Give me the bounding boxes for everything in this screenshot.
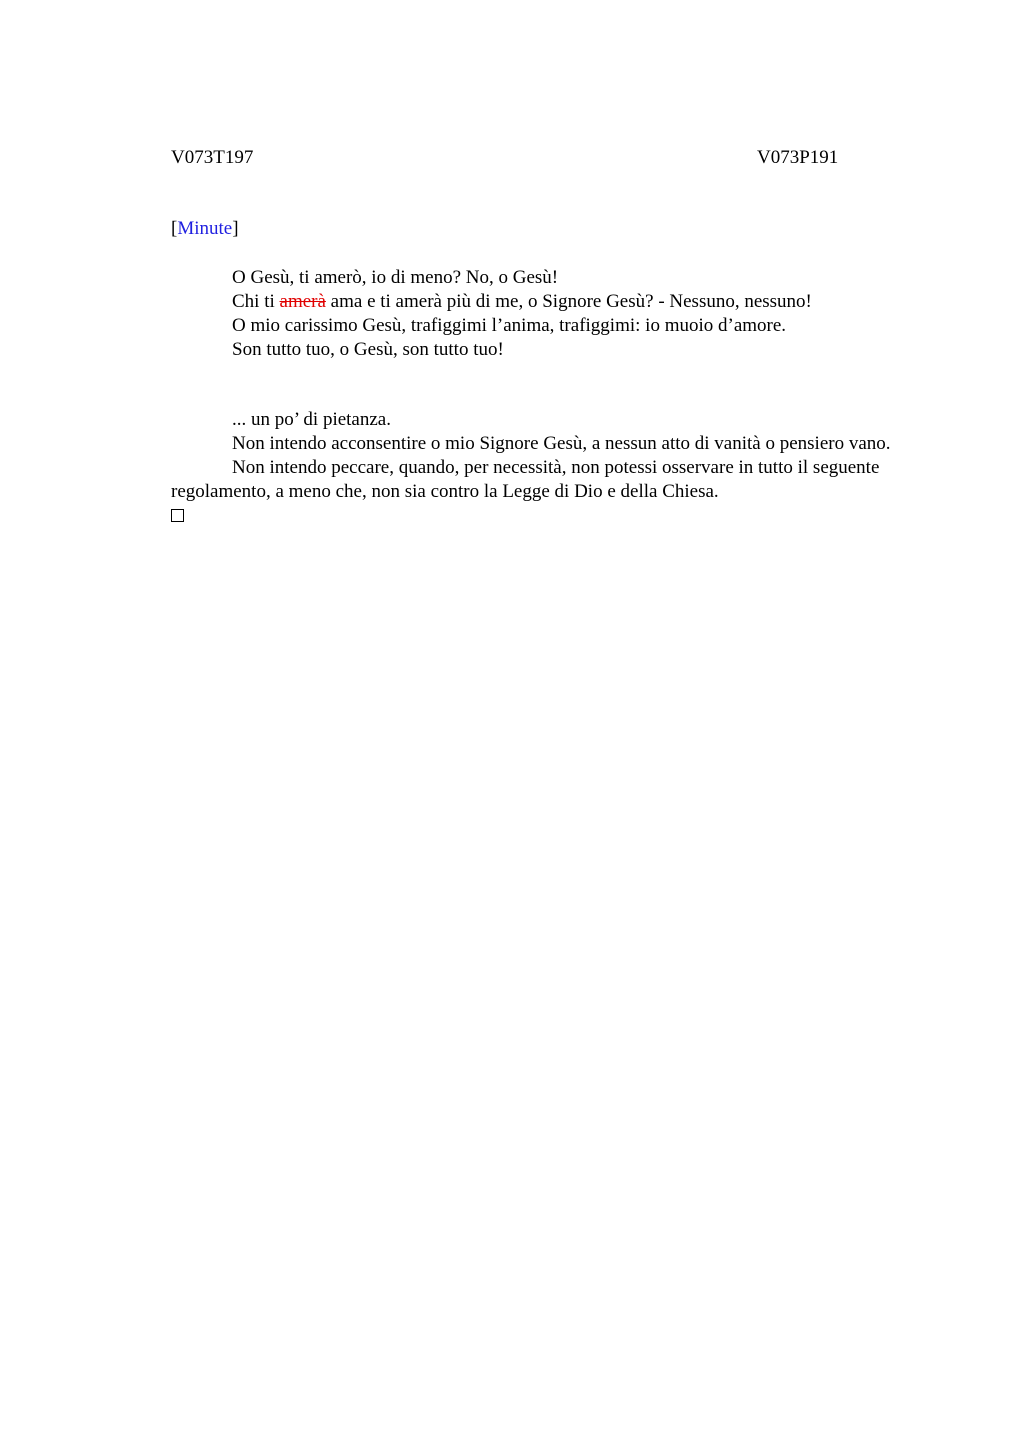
document-body xyxy=(171,266,906,522)
stanza-line-4: Son tutto tuo, o Gesù, son tutto tuo! xyxy=(232,339,504,360)
stanza-line-2-before: Chi ti xyxy=(232,291,280,312)
checkbox-icon[interactable] xyxy=(171,509,184,522)
document-code-left: V073T197 xyxy=(171,147,254,168)
notes-paragraph-2: Non intendo peccare, quando, per necessità, non potessi osservare in tutto il seguente regolamento, a meno che, non sia contro la Legge di Dio e della Chiesa. xyxy=(171,457,880,502)
stanza-line-2-after: ama e ti amerà più di me, o Signore Gesù? - Nessuno, nessuno! xyxy=(325,291,812,312)
minute-link[interactable]: Minute xyxy=(177,218,233,239)
open-bracket: [ xyxy=(171,218,178,239)
notes-line-1: ... un po’ di pietanza. xyxy=(232,409,391,430)
stanza-line-3: O mio carissimo Gesù, trafiggimi l’anima, trafiggimi: io muoio d’amore. xyxy=(232,315,787,336)
struck-word: amerà xyxy=(279,291,326,312)
stanza-line-2 xyxy=(171,290,906,314)
section-label xyxy=(171,218,239,240)
document-code-right: V073P191 xyxy=(757,147,839,168)
paragraph-gap xyxy=(171,362,906,408)
notes-paragraph-1: Non intendo acconsentire o mio Signore Gesù, a nessun atto di vanità o pensiero vano. xyxy=(232,433,891,454)
stanza-line-1: O Gesù, ti amerò, io di meno? No, o Gesù! xyxy=(232,267,559,288)
close-bracket: ] xyxy=(232,218,239,239)
